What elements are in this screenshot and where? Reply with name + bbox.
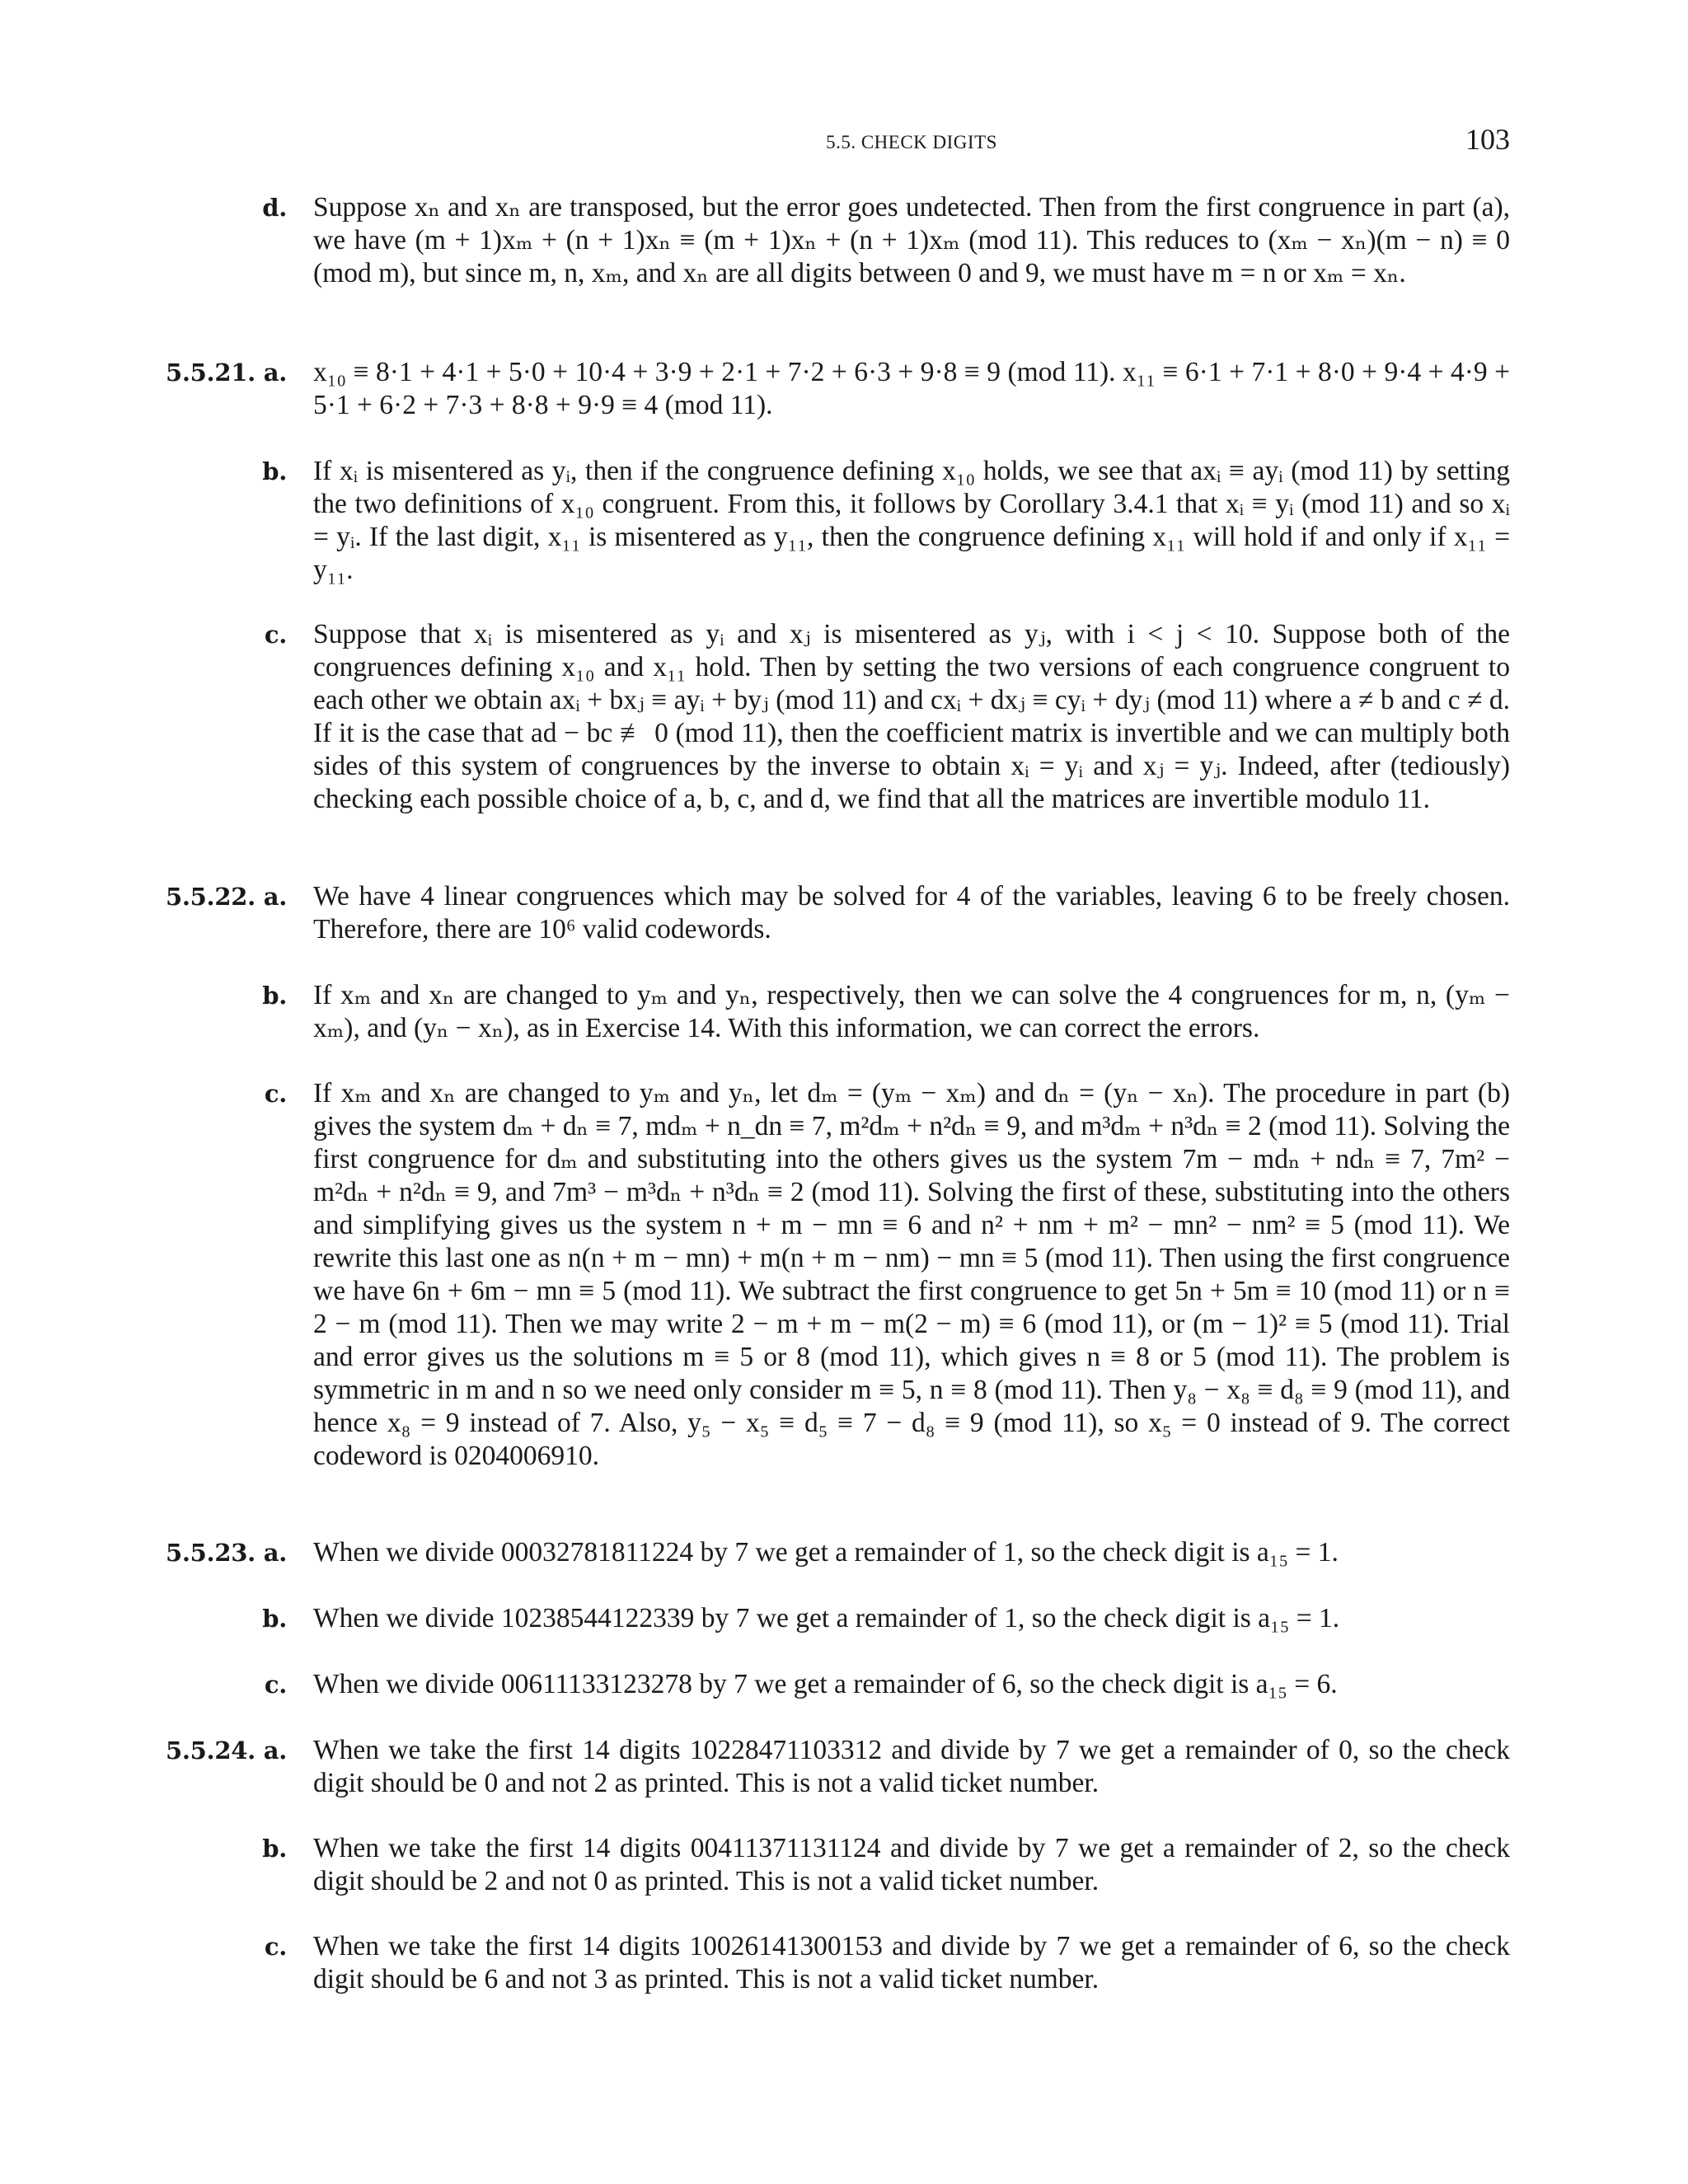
solution-5-5-23-b: [262, 1602, 1510, 1635]
solution-5-5-24-a: [166, 1734, 1510, 1800]
item-text: We have 4 linear congruences which may be solved for 4 of the variables, leaving 6 to be freely chosen. Therefore, there are 10⁶ valid codewords.: [313, 881, 1510, 944]
item-text: When we take the first 14 digits 10228471103312 and divide by 7 we get a remainder of 0, so the check digit should be 0 and not 2 as printed. This is not a valid ticket number.: [313, 1735, 1510, 1798]
item-text: Suppose xₙ and xₙ are transposed, but the error goes undetected. Then from the first congruence in part (a), we have (m + 1)xₘ + (n + 1)xₙ ≡ (m + 1)xₙ + (n + 1)xₘ (mod 11). This reduces to (xₘ − xₙ)(m − n) ≡ 0 (mod m), but since m, n, xₘ, and xₙ are all digits between 0 and 9, we must have m = n or xₘ = xₙ.: [313, 192, 1510, 288]
item-label: b.: [262, 1605, 287, 1633]
item-label: b.: [262, 1835, 287, 1863]
page-number: 103: [1465, 123, 1510, 156]
item-text: If xₘ and xₙ are changed to yₘ and yₙ, let dₘ = (yₘ − xₘ) and dₙ = (yₙ − xₙ). The procedure in part (b) gives the system dₘ + dₙ ≡ 7, mdₘ + n_dn ≡ 7, m²dₘ + n²dₙ ≡ 9, and m³dₘ + n³dₙ ≡ 2 (mod 11). Solving the first congruence for dₘ and substituting into the others gives us the system 7m − mdₙ + ndₙ ≡ 7, 7m² − m²dₙ + n²dₙ ≡ 9, and 7m³ − m³dₙ + n³dₙ ≡ 2 (mod 11). Solving the first of these, substituting into the others and simplifying gives us the system n + m − mn ≡ 6 and n² + nm + m² − mn² − nm² ≡ 5 (mod 11). We rewrite this last one as n(n + m − mn) + m(n + m − nm) − mn ≡ 5 (mod 11). Then using the first congruence we have 6n + 6m − mn ≡ 5 (mod 11). We subtract the first congruence to get 5n + 5m ≡ 10 (mod 11) or n ≡ 2 − m (mod 11). Then we may write 2 − m + m − m(2 − m) ≡ 6 (mod 11), or (m − 1)² ≡ 5 (mod 11). Trial and error gives us the solutions m ≡ 5 or 8 (mod 11), which gives n ≡ 8 or 5 (mod 11). The problem is symmetric in m and n so we need only consider m ≡ 5, n ≡ 8 (mod 11). Then y₈ − x₈ ≡ d₈ ≡ 9 (mod 11), and hence x₈ = 9 instead of 7. Also, y₅ − x₅ ≡ d₅ ≡ 7 − d₈ ≡ 9 (mod 11), so x₅ = 0 instead of 9. The correct codeword is 0204006910.: [313, 1078, 1510, 1471]
item-text: When we take the first 14 digits 00411371131124 and divide by 7 we get a remainder of 2, so the check digit should be 2 and not 0 as printed. This is not a valid ticket number.: [313, 1833, 1510, 1896]
item-label: 5.5.21. a.: [166, 359, 287, 387]
solution-5-5-22-c: [264, 1077, 1510, 1473]
solution-5-5-22-b: [262, 979, 1510, 1045]
item-text: When we take the first 14 digits 10026141300153 and divide by 7 we get a remainder of 6, so the check digit should be 6 and not 3 as printed. This is not a valid ticket number.: [313, 1931, 1510, 1994]
running-head: 5.5. CHECK DIGITS: [826, 132, 997, 152]
solution-5-5-23-a: [166, 1536, 1510, 1569]
item-label: d.: [262, 194, 287, 222]
item-text: x₁₀ ≡ 8·1 + 4·1 + 5·0 + 10·4 + 3·9 + 2·1 + 7·2 + 6·3 + 9·8 ≡ 9 (mod 11). x₁₁ ≡ 6·1 + 7·1 + 8·0 + 9·4 + 4·9 + 5·1 + 6·2 + 7·3 + 8·8 + 9·9 ≡ 4 (mod 11).: [313, 357, 1510, 420]
solution-5-5-22-a: [166, 880, 1510, 946]
solution-5-5-20-d: [262, 191, 1510, 290]
item-label: 5.5.22. a.: [166, 883, 287, 911]
item-label: c.: [264, 1671, 287, 1699]
item-label: 5.5.23. a.: [166, 1539, 287, 1567]
solution-5-5-24-c: [264, 1930, 1510, 1996]
item-text: If xᵢ is misentered as yᵢ, then if the congruence defining x₁₀ holds, we see that axᵢ ≡ ayᵢ (mod 11) by setting the two definitions of x₁₀ congruent. From this, it follows by Corollary 3.4.1 that xᵢ ≡ yᵢ (mod 11) and so xᵢ = yᵢ. If the last digit, x₁₁ is misentered as y₁₁, then the congruence defining x₁₁ will hold if and only if x₁₁ = y₁₁.: [313, 456, 1510, 585]
solution-5-5-21-a: [166, 356, 1510, 422]
item-label: b.: [262, 982, 287, 1010]
item-label: c.: [264, 1933, 287, 1961]
item-label: c.: [264, 1080, 287, 1108]
item-label: b.: [262, 457, 287, 485]
solution-5-5-23-c: [264, 1668, 1510, 1701]
item-text: When we divide 00032781811224 by 7 we get a remainder of 1, so the check digit is a₁₅ = 1.: [313, 1537, 1339, 1568]
page-header: [313, 122, 1510, 163]
item-text: Suppose that xᵢ is misentered as yᵢ and xⱼ is misentered as yⱼ, with i < j < 10. Suppose both of the congruences defining x₁₀ and x₁₁ hold. Then by setting the two versions of each congruence congruent to each other we obtain axᵢ + bxⱼ ≡ ayᵢ + byⱼ (mod 11) and cxᵢ + dxⱼ ≡ cyᵢ + dyⱼ (mod 11) where a ≠ b and c ≠ d. If it is the case that ad − bc ≢ 0 (mod 11), then the coefficient matrix is invertible and we can multiply both sides of this system of congruences by the inverse to obtain xᵢ = yᵢ and xⱼ = yⱼ. Indeed, after (tediously) checking each possible choice of a, b, c, and d, we find that all the matrices are invertible modulo 11.: [313, 619, 1510, 814]
solution-5-5-21-b: [262, 455, 1510, 587]
solution-5-5-24-b: [262, 1832, 1510, 1898]
item-text: When we divide 10238544122339 by 7 we get a remainder of 1, so the check digit is a₁₅ = 1.: [313, 1603, 1340, 1633]
solution-5-5-21-c: [264, 618, 1510, 816]
item-text: When we divide 00611133123278 by 7 we get a remainder of 6, so the check digit is a₁₅ = 6.: [313, 1669, 1338, 1699]
item-label: c.: [264, 621, 287, 649]
item-label: 5.5.24. a.: [166, 1736, 287, 1765]
item-text: If xₘ and xₙ are changed to yₘ and yₙ, respectively, then we can solve the 4 congruences for m, n, (yₘ − xₘ), and (yₙ − xₙ), as in Exercise 14. With this information, we can correct the errors.: [313, 980, 1510, 1043]
